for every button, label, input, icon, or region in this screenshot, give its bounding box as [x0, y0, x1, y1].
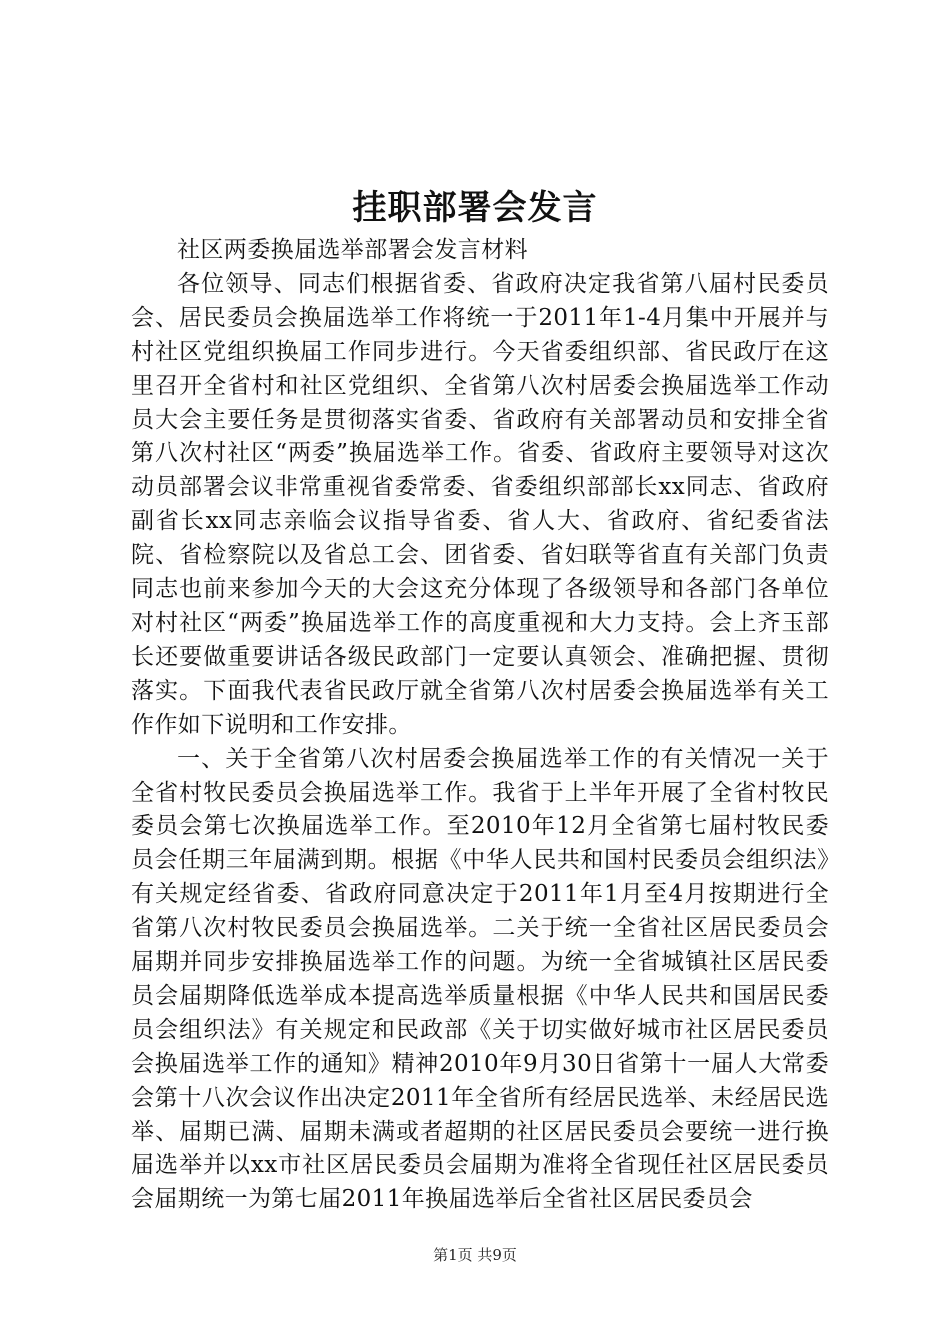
- paragraph-section-one: 一、关于全省第八次村居委会换届选举工作的有关情况一关于全省村牧民委员会换届选举工作。我省于上半年开展了全省村牧民委员会第七次换届选举工作。至2010年12月全省第七届村牧民委员会任期三年届满到期。根据《中华人民共和国村民委员会组织法》有关规定经省委、省政府同意决定于2011年1月至4月按期进行全省第八次村牧民委员会换届选举。二关于统一全省社区居民委员会届期并同步安排换届选举工作的问题。为统一全省城镇社区居民委员会届期降低选举成本提高选举质量根据《中华人民共和国居民委员会组织法》有关规定和民政部《关于切实做好城市社区居民委员会换届选举工作的通知》精神2010年9月30日省第十一届人大常委会第十八次会议作出决定2011年全省所有经居民选举、未经居民选举、届期已满、届期未满或者超期的社区居民委员会要统一进行换届选举并以xx市社区居民委员会届期为准将全省现任社区居民委员会届期统一为第七届2011年换届选举后全省社区居民委员会: [131, 745, 829, 1213]
- page-number-footer: 第1页 共9页: [433, 1246, 517, 1264]
- paragraph-subtitle: 社区两委换届选举部署会发言材料: [177, 237, 528, 263]
- document-title: 挂职部署会发言: [352, 188, 598, 228]
- document-body: [131, 234, 829, 1217]
- paragraph-opening: 各位领导、同志们根据省委、省政府决定我省第八届村民委员会、居民委员会换届选举工作将统一于2011年1-4月集中开展并与村社区党组织换届工作同步进行。今天省委组织部、省民政厅在这里召开全省村和社区党组织、全省第八次村居委会换届选举工作动员大会主要任务是贯彻落实省委、省政府有关部署动员和安排全省第八次村社区“两委”换届选举工作。省委、省政府主要领导对这次动员部署会议非常重视省委常委、省委组织部部长xx同志、省政府副省长xx同志亲临会议指导省委、省人大、省政府、省纪委省法院、省检察院以及省总工会、团省委、省妇联等省直有关部门负责同志也前来参加今天的大会这充分体现了各级领导和各部门各单位对村社区“两委”换届选举工作的高度重视和大力支持。会上齐玉部长还要做重要讲话各级民政部门一定要认真领会、准确把握、贯彻落实。下面我代表省民政厅就全省第八次村居委会换届选举有关工作作如下说明和工作安排。: [131, 270, 829, 738]
